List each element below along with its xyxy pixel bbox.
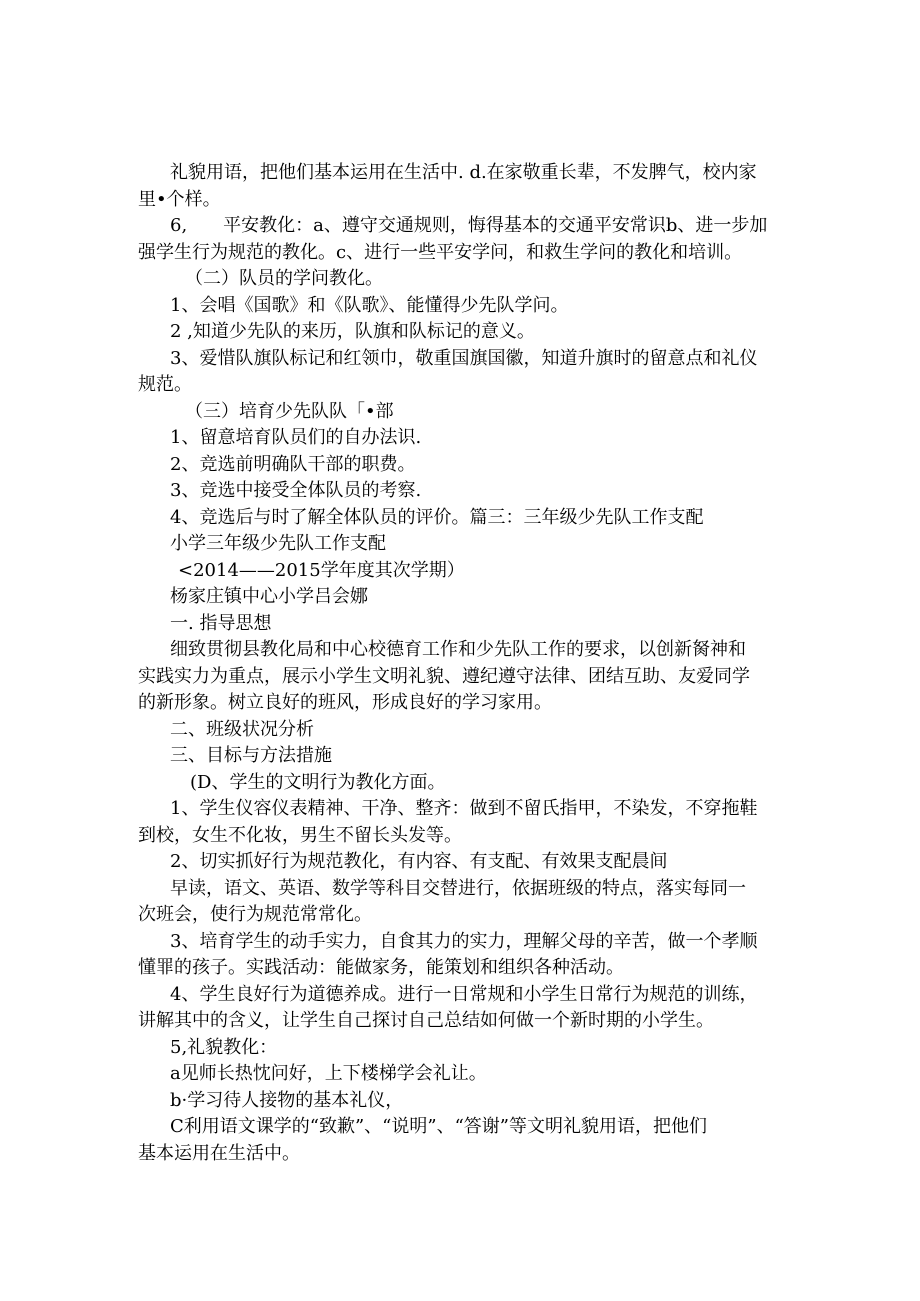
section-heading: 一. 指导思想 bbox=[170, 613, 272, 634]
text-line: 1、留意培育队员们的自办法识. bbox=[170, 427, 422, 448]
text-line: 4、学生良好行为道德养成。进行一日常规和小学生日常行为规范的训练， bbox=[170, 984, 758, 1005]
text-line: 3、培育学生的动手实力，自食其力的实力，理解父母的辛苦，做一个孝顺 bbox=[170, 931, 758, 952]
text-line: 3、爱惜队旗队标记和红领巾，敬重国旗国徽，知道升旗时的留意点和礼仪 bbox=[170, 348, 758, 369]
text-line: 到校，女生不化妆，男生不留长头发等。 bbox=[138, 825, 462, 846]
text-line: C利用语文课学的“致歉”、“说明”、“答谢”等文明礼貌用语，把他们 bbox=[170, 1116, 707, 1137]
text-line: 5,礼貌教化： bbox=[170, 1037, 278, 1058]
text-line: 2 ,知道少先队的来历，队旗和队标记的意义。 bbox=[170, 321, 535, 342]
text-line: 基本运用在生活中。 bbox=[138, 1143, 300, 1164]
text-line: 6, 平安教化：a、遵守交通规则，悔得基本的交通平安常识b、进一步加 bbox=[170, 215, 768, 236]
author-line: 杨家庄镇中心小学吕会娜 bbox=[170, 586, 368, 607]
text-line: 早读，语文、英语、数学等科目交替进行，依据班级的特点，落实每同一 bbox=[170, 878, 746, 899]
text-line: a见师长热忱问好，上下楼梯学会礼让。 bbox=[170, 1063, 487, 1084]
text-line: 懂罪的孩子。实践活动：能做家务，能策划和组织各种活动。 bbox=[138, 957, 624, 978]
text-line: 强学生行为规范的教化。c、进行一些平安学问，和救生学问的教化和培训。 bbox=[138, 242, 743, 263]
section-heading: （三）培育少先队队「•部 bbox=[185, 401, 394, 422]
text-line: 4、竞选后与时了解全体队员的评价。篇三：三年级少先队工作支配 bbox=[170, 507, 704, 528]
text-line: 3、竞选中接受全体队员的考察. bbox=[170, 480, 422, 501]
text-line: 实践实力为重点，展示小学生文明礼貌、遵纪遵守法律、团结互助、友爱同学 bbox=[138, 666, 750, 687]
text-line: 规范。 bbox=[138, 374, 192, 395]
section-heading: 三、目标与方法措施 bbox=[170, 745, 332, 766]
text-line: b·学习待人接物的基本礼仪， bbox=[170, 1090, 404, 1111]
text-line: 1、会唱《国歌》和《队歌》、能懂得少先队学问。 bbox=[170, 295, 569, 316]
text-line: 2、竞选前明确队干部的职费。 bbox=[170, 454, 416, 475]
text-line: 2、切实抓好行为规范教化，有内容、有支配、有效果支配晨间 bbox=[170, 851, 668, 872]
section-heading: （二）队员的学问教化。 bbox=[185, 268, 383, 289]
section-heading: (D、学生的文明行为教化方面。 bbox=[190, 772, 446, 793]
document-title: 小学三年级少先队工作支配 bbox=[170, 533, 386, 554]
text-line: 1、学生仪容仪表精神、干净、整齐：做到不留氏指甲，不染发，不穿拖鞋 bbox=[170, 798, 758, 819]
text-line: 次班会，使行为规范常常化。 bbox=[138, 904, 372, 925]
section-heading: 二、班级状况分析 bbox=[170, 719, 314, 740]
text-line: 细致贯彻县教化局和中心校德育工作和少先队工作的要求，以创新胬神和 bbox=[170, 639, 746, 660]
text-line: 的新形象。树立良好的班风，形成良好的学习家用。 bbox=[138, 692, 552, 713]
text-line: 礼貌用语，把他们基本运用在生活中. d.在家敬重长辈，不发脾气，校内家 bbox=[170, 162, 757, 183]
text-line: 讲解其中的含义，让学生自己探讨自己总结如何做一个新时期的小学生。 bbox=[138, 1010, 714, 1031]
term-subtitle: <2014——2015学年度其次学期） bbox=[178, 560, 465, 581]
text-line: 里•个样。 bbox=[138, 189, 221, 210]
